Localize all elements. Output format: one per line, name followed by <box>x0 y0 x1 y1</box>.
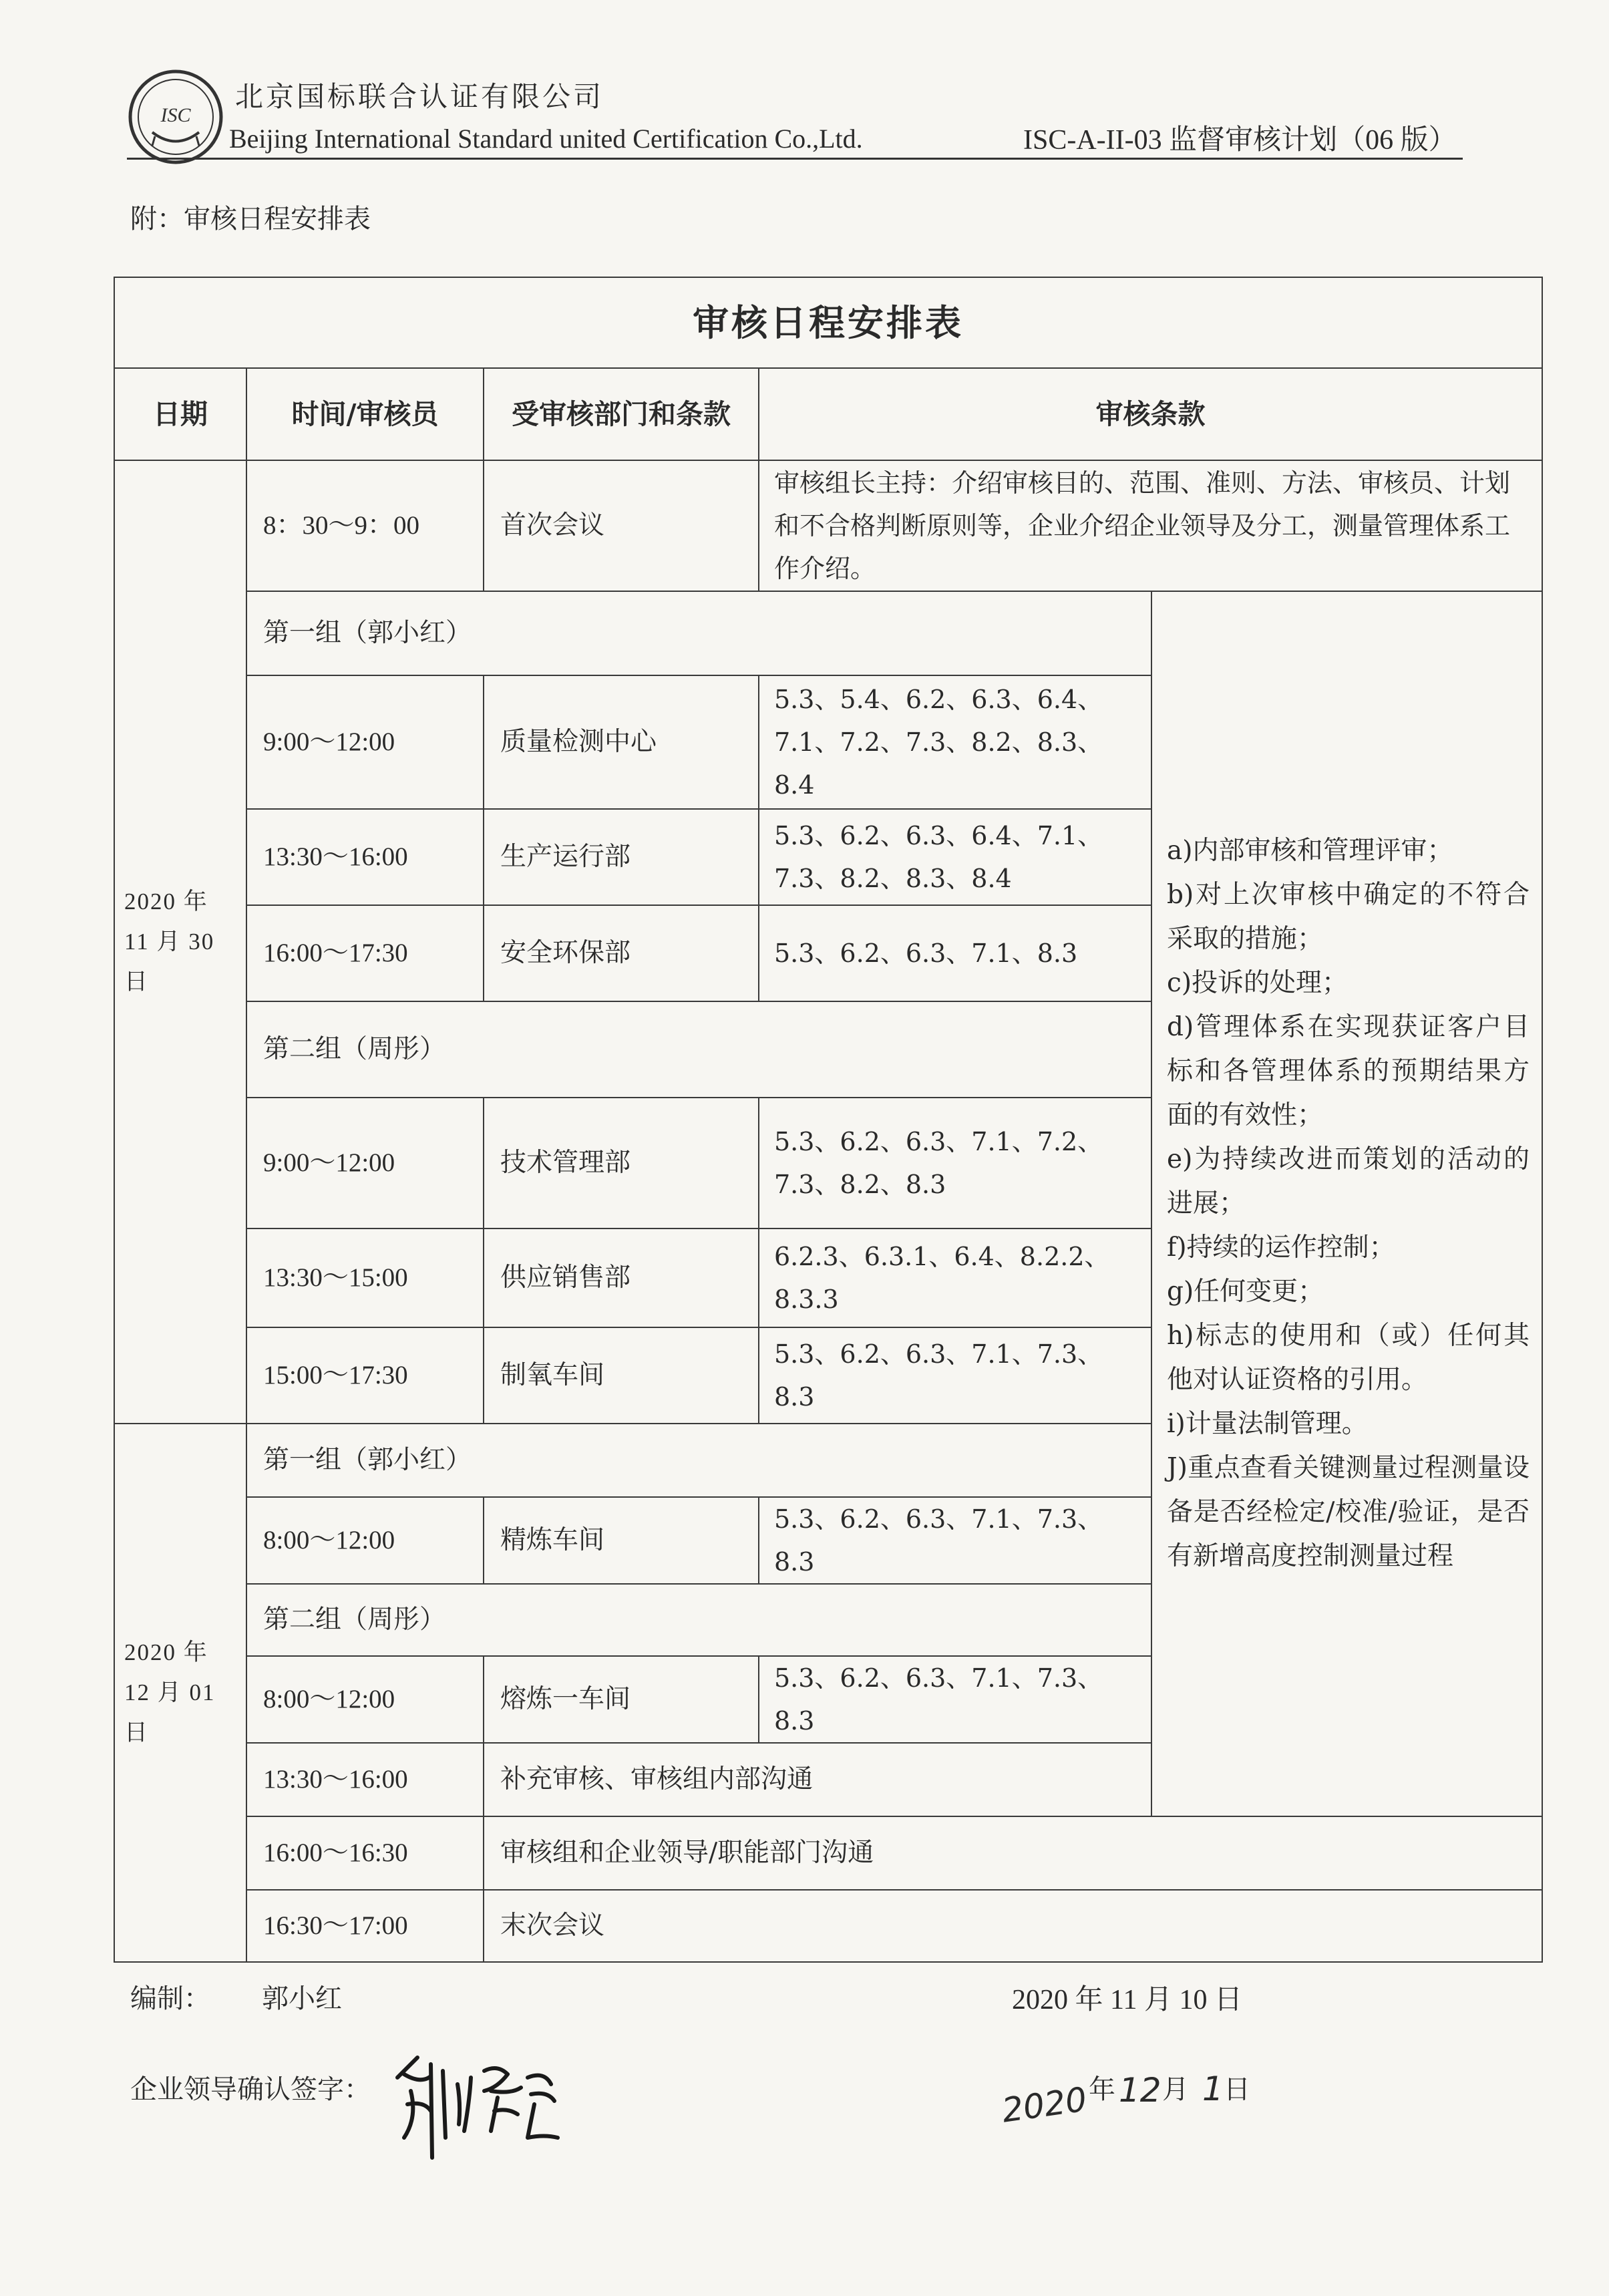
time-cell: 8:00～12:00 <box>246 1497 484 1584</box>
audit-item: d)管理体系在实现获证客户目标和各管理体系的预期结果方面的有效性； <box>1167 1012 1530 1130</box>
clauses-cell: 5.3、6.2、6.3、7.1、7.2、7.3、8.2、8.3 <box>759 1098 1151 1228</box>
dept-cell: 制氧车间 <box>484 1327 759 1424</box>
dept-cell: 熔炼一车间 <box>484 1656 759 1743</box>
dept-cell: 安全环保部 <box>484 905 759 1001</box>
audit-item: e)为持续改进而策划的活动的进展； <box>1167 1144 1530 1218</box>
activity-cell: 补充审核、审核组内部沟通 <box>484 1743 1151 1816</box>
leader-signature-icon <box>384 2037 571 2171</box>
audit-item: b)对上次审核中确定的不符合采取的措施； <box>1167 880 1530 954</box>
audit-item: c)投诉的处理； <box>1167 968 1349 998</box>
isc-logo-icon <box>126 67 226 167</box>
company-name-en: Beijing International Standard united Certification Co.,Ltd. <box>229 124 863 154</box>
svg-text:ISC: ISC <box>160 104 191 126</box>
time-cell: 13:30～16:00 <box>246 1743 484 1816</box>
clauses-cell: 6.2.3、6.3.1、6.4、8.2.2、8.3.3 <box>759 1228 1151 1327</box>
confirm-date-month: 12 <box>1119 2071 1161 2110</box>
table-row <box>114 460 1542 591</box>
audit-item: i)计量法制管理。 <box>1167 1409 1368 1439</box>
dept-cell: 首次会议 <box>484 460 759 591</box>
clauses-cell: 5.3、5.4、6.2、6.3、6.4、7.1、7.2、7.3、8.2、8.3、8.4 <box>759 675 1151 809</box>
time-cell: 8：30～9：00 <box>246 460 484 591</box>
time-cell: 9:00～12:00 <box>246 675 484 809</box>
group-label: 第二组（周彤） <box>246 1001 1151 1098</box>
clauses-cell: 5.3、6.2、6.3、7.1、7.3、8.3 <box>759 1656 1151 1743</box>
confirm-date-year: 2020 <box>999 2080 1089 2130</box>
audit-schedule-table <box>114 277 1543 1963</box>
audit-item: h)标志的使用和（或）任何其他对认证资格的引用。 <box>1167 1321 1530 1395</box>
time-cell: 9:00～12:00 <box>246 1098 484 1228</box>
clauses-cell: 5.3、6.2、6.3、7.1、7.3、8.3 <box>759 1497 1151 1584</box>
month-char: 月 <box>1162 2074 1189 2105</box>
time-cell: 16:30～17:00 <box>246 1890 484 1962</box>
clauses-cell: 5.3、6.2、6.3、7.1、7.3、8.3 <box>759 1327 1151 1424</box>
day-char: 日 <box>1224 2074 1250 2105</box>
header-clauses: 审核条款 <box>759 368 1542 460</box>
table-row <box>114 1816 1542 1890</box>
year-char: 年 <box>1089 2074 1115 2105</box>
table-row <box>114 1890 1542 1962</box>
dept-cell: 供应销售部 <box>484 1228 759 1327</box>
group-label: 第一组（郭小红） <box>246 591 1151 675</box>
prepared-label: 编制： <box>130 1983 210 2014</box>
confirm-label: 企业领导确认签字： <box>130 2074 371 2105</box>
opening-meeting-desc: 审核组长主持：介绍审核目的、范围、准则、方法、审核员、计划和不合格判断原则等，企业介绍企业领导及分工，测量管理体系工作介绍。 <box>759 460 1542 591</box>
clauses-cell: 5.3、6.2、6.3、7.1、8.3 <box>759 905 1151 1001</box>
dept-cell: 技术管理部 <box>484 1098 759 1228</box>
prepared-date: 2020 年 11 月 10 日 <box>1012 1985 1242 2015</box>
date-cell-day2: 2020 年 12 月 01 日 <box>114 1424 246 1962</box>
time-cell: 16:00～16:30 <box>246 1816 484 1890</box>
dept-cell: 生产运行部 <box>484 809 759 905</box>
time-cell: 15:00～17:30 <box>246 1327 484 1424</box>
table-row <box>114 591 1542 675</box>
audit-item: J)重点查看关键测量过程测量设备是否经检定/校准/验证，是否有新增高度控制测量过程 <box>1167 1453 1530 1571</box>
activity-cell: 审核组和企业领导/职能部门沟通 <box>484 1816 1542 1890</box>
dept-cell: 精炼车间 <box>484 1497 759 1584</box>
attachment-label: 附：审核日程安排表 <box>130 204 371 234</box>
time-cell: 13:30～16:00 <box>246 809 484 905</box>
time-cell: 8:00～12:00 <box>246 1656 484 1743</box>
prepared-by: 郭小红 <box>262 1983 342 2014</box>
table-title: 审核日程安排表 <box>114 277 1542 368</box>
header-dept: 受审核部门和条款 <box>484 368 759 460</box>
time-cell: 13:30～15:00 <box>246 1228 484 1327</box>
header-date: 日期 <box>114 368 246 460</box>
header-divider <box>127 158 1463 160</box>
audit-item: a)内部审核和管理评审； <box>1167 836 1453 866</box>
audit-item: f)持续的运作控制； <box>1167 1233 1395 1263</box>
activity-cell: 末次会议 <box>484 1890 1542 1962</box>
group-label: 第一组（郭小红） <box>246 1424 1151 1497</box>
clauses-cell: 5.3、6.2、6.3、6.4、7.1、7.3、8.2、8.3、8.4 <box>759 809 1151 905</box>
document-code: ISC-A-II-03 监督审核计划（06 版） <box>1023 125 1457 156</box>
audit-item: g)任何变更； <box>1167 1277 1324 1307</box>
time-cell: 16:00～17:30 <box>246 905 484 1001</box>
audit-items-cell <box>1151 591 1542 1816</box>
dept-cell: 质量检测中心 <box>484 675 759 809</box>
group-label: 第二组（周彤） <box>246 1584 1151 1656</box>
confirm-date-day: 1 <box>1202 2070 1224 2108</box>
company-name-cn: 北京国标联合认证有限公司 <box>235 80 604 113</box>
header-time: 时间/审核员 <box>246 368 484 460</box>
date-cell-day1: 2020 年 11 月 30 日 <box>114 460 246 1424</box>
